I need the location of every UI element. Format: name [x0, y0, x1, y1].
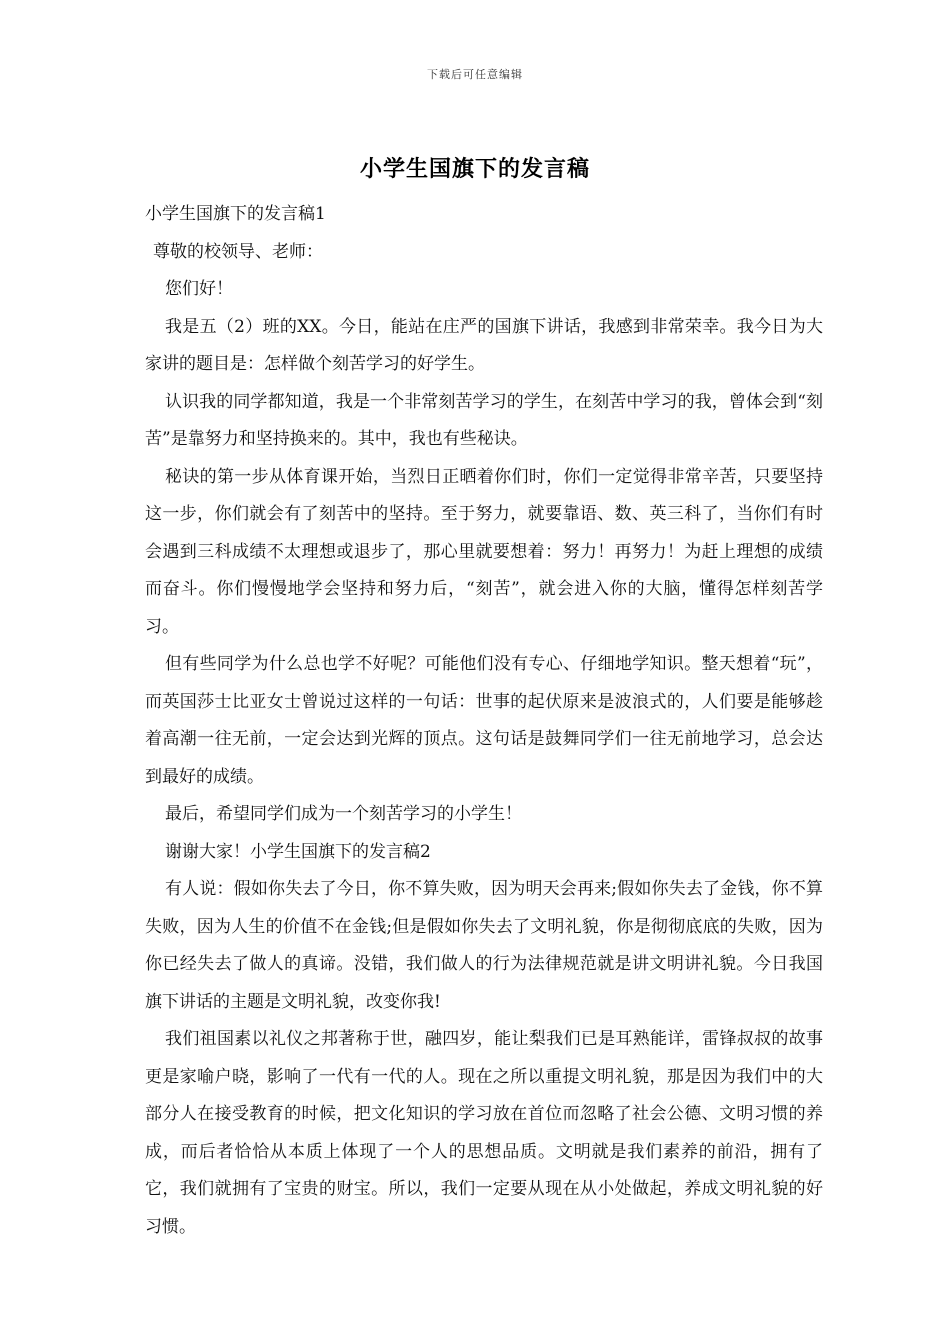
header-note: 下载后可任意编辑 [427, 68, 523, 81]
greeting: 您们好！ [165, 279, 233, 299]
closing-and-section-heading-2: 谢谢大家！小学生国旗下的发言稿2 [165, 841, 431, 862]
section-heading-1: 小学生国旗下的发言稿1 [145, 204, 326, 224]
paragraph: 我们祖国素以礼仪之邦著称于世，融四岁，能让梨我们已是耳熟能详，雷锋叔叔的故事更是家喻户晓，影响了一代有一代的人。现在之所以重提文明礼貌，那是因为我们中的大部分人在接受教育的时候，把文化知识的学习放在首位而忽略了社会公德、文明习惯的养成，而后者恰恰从本质上体现了一个人的思想品质。文明就是我们素养的前沿，拥有了它，我们就拥有了宝贵的财宝。所以，我们一定要从现在从小处做起，养成文明礼貌的好习惯。 [145, 1029, 823, 1237]
document-title: 小学生国旗下的发言稿 [359, 156, 590, 182]
paragraph: 我是五（2）班的XX。今日，能站在庄严的国旗下讲话，我感到非常荣幸。我今日为大家讲的题目是：怎样做个刻苦学习的好学生。 [145, 316, 823, 374]
paragraph: 认识我的同学都知道，我是一个非常刻苦学习的学生，在刻苦中学习的我，曾体会到“刻苦”是靠努力和坚持换来的。其中，我也有些秘诀。 [145, 391, 823, 449]
document-body [145, 196, 823, 1246]
paragraph: 但有些同学为什么总也学不好呢？可能他们没有专心、仔细地学知识。整天想着“玩”，而英国莎士比亚女士曾说过这样的一句话：世事的起伏原来是波浪式的，人们要是能够趁着高潮一往无前，一定会达到光辉的顶点。这句话是鼓舞同学们一往无前地学习，总会达到最好的成绩。 [145, 654, 823, 787]
paragraph: 秘诀的第一步从体育课开始，当烈日正晒着你们时，你们一定觉得非常辛苦，只要坚持这一步，你们就会有了刻苦中的坚持。至于努力，就要靠语、数、英三科了，当你们有时会遇到三科成绩不太理想或退步了，那心里就要想着：努力！再努力！为赶上理想的成绩而奋斗。你们慢慢地学会坚持和努力后，“刻苦”，就会进入你的大脑，懂得怎样刻苦学习。 [145, 466, 823, 637]
salutation: 尊敬的校领导、老师： [153, 241, 323, 262]
paragraph: 有人说：假如你失去了今日，你不算失败，因为明天会再来;假如你失去了金钱，你不算失败，因为人生的价值不在金钱;但是假如你失去了文明礼貌，你是彻彻底底的失败，因为你已经失去了做人的真谛。没错，我们做人的行为法律规范就是讲文明讲礼貌。今日我国旗下讲话的主题是文明礼貌，改变你我! [145, 879, 823, 1012]
paragraph: 最后，希望同学们成为一个刻苦学习的小学生！ [165, 804, 522, 824]
